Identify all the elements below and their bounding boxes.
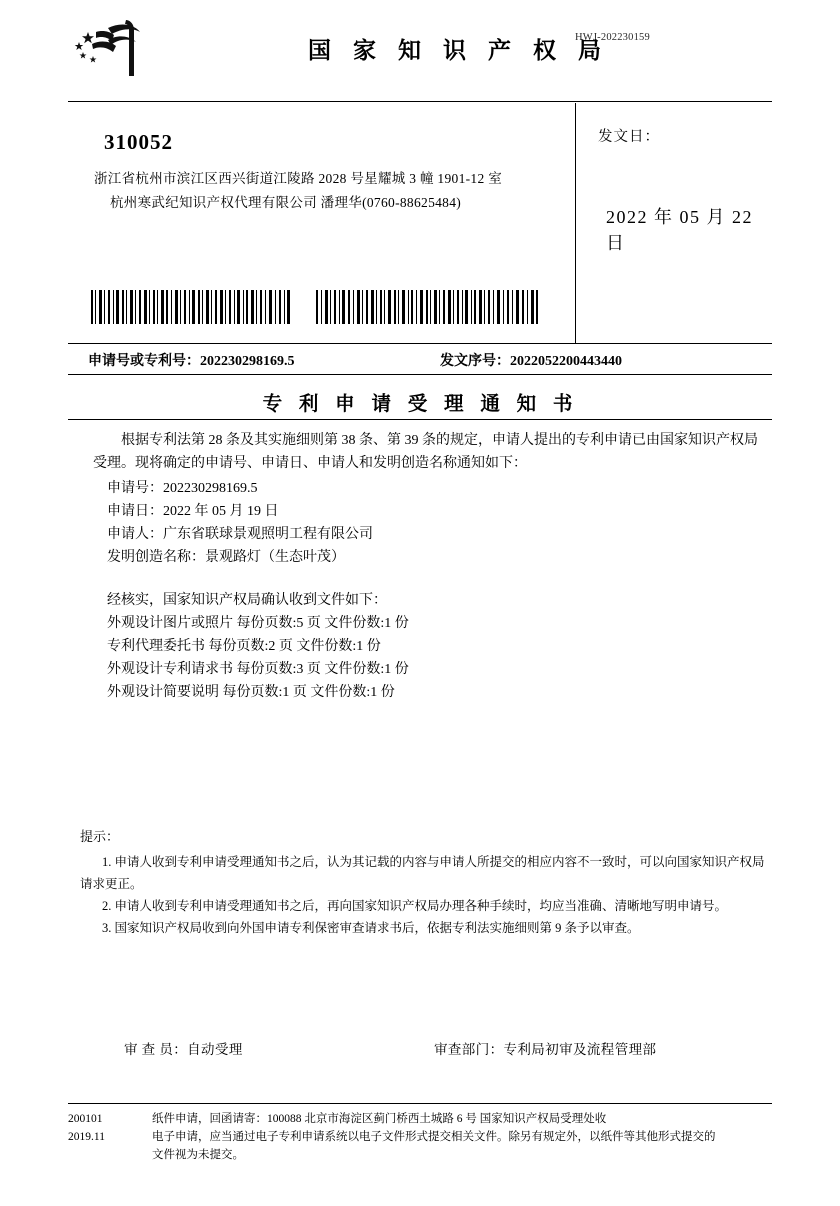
tip-item-3: 3. 国家知识产权局收到向外国申请专利保密审查请求书后，依据专利法实施细则第 9 条予以审查。 [102, 921, 640, 935]
footer-line-1: 纸件申请，回函请寄：100088 北京市海淀区蓟门桥西土城路 6 号 国家知识产权局受理处收 [152, 1113, 607, 1125]
examiner-value: 自动受理 [187, 1042, 243, 1057]
confirmation-intro: 经核实，国家知识产权局确认收到文件如下： [107, 593, 387, 608]
footer-code-2: 2019.11 [68, 1131, 105, 1143]
title-divider [68, 419, 772, 420]
organization-title: 国 家 知 识 产 权 局 [308, 37, 609, 64]
barcode-left [91, 290, 291, 324]
issue-date-label: 发文日： [598, 129, 660, 145]
examiner-label: 审 查 员： [124, 1042, 188, 1057]
footer-line-2: 电子申请，应当通过电子专利申请系统以电子文件形式提交相关文件。除另有规定外，以纸件等其他形式提交的 [152, 1131, 716, 1143]
footer-form-codes [68, 1110, 105, 1146]
tip-item-1-continued: 请求更正。 [80, 877, 143, 891]
footer-line-3: 文件视为未提交。 [152, 1149, 244, 1161]
header-divider [68, 101, 772, 102]
document-reference-code: HWJ-202230159 [575, 32, 650, 43]
field-application-date: 申请日：2022 年 05 月 19 日 [107, 504, 279, 519]
examiner-field [124, 1038, 243, 1058]
field-applicant: 申请人：广东省联球景观照明工程有限公司 [107, 527, 373, 542]
postcode: 310052 [104, 130, 173, 154]
document-page [0, 18, 840, 1206]
address-line-1: 浙江省杭州市滨江区西兴街道江陵路 2028 号星耀城 3 幢 1901-12 室 [94, 171, 502, 186]
page-title: 专 利 申 请 受 理 通 知 书 [262, 392, 578, 415]
serial-number [440, 350, 622, 370]
vertical-divider [575, 103, 576, 343]
issue-date-value: 2022 年 05 月 22 日 [606, 207, 753, 253]
field-invention-name: 发明创造名称：景观路灯（生态叶茂） [107, 550, 345, 565]
field-application-number: 申请号：202230298169.5 [107, 481, 258, 496]
received-document-2: 专利代理委托书 每份页数:2 页 文件份数:1 份 [107, 639, 381, 654]
tip-item-1: 1. 申请人收到专利申请受理通知书之后，认为其记载的内容与申请人所提交的相应内容不一致时，可以向国家知识产权局 [102, 855, 765, 869]
national-emblem-icon [68, 18, 154, 80]
department-value: 专利局初审及流程管理部 [503, 1042, 657, 1057]
address-line-2: 杭州寒武纪知识产权代理有限公司 潘理华(0760-88625484) [110, 195, 462, 210]
tips-section [80, 826, 770, 939]
received-document-4: 外观设计简要说明 每份页数:1 页 文件份数:1 份 [107, 685, 395, 700]
application-number [88, 350, 295, 370]
footer-divider [68, 1103, 772, 1104]
received-document-3: 外观设计专利请求书 每份页数:3 页 文件份数:1 份 [107, 662, 409, 677]
application-number-row [68, 343, 772, 374]
body-spacer [93, 569, 765, 589]
address-date-block [68, 103, 772, 343]
tip-item-2: 2. 申请人收到专利申请受理通知书之后，再向国家知识产权局办理各种手续时，均应当准确、清晰地写明申请号。 [102, 899, 728, 913]
serial-number-value: 2022052200443440 [510, 354, 622, 369]
received-document-1: 外观设计图片或照片 每份页数:5 页 文件份数:1 份 [107, 616, 409, 631]
department-label: 审查部门： [434, 1042, 504, 1057]
serial-number-label: 发文序号： [440, 354, 510, 369]
tips-heading: 提示： [80, 829, 120, 844]
footer-code-1: 200101 [68, 1113, 103, 1125]
application-number-value: 202230298169.5 [200, 354, 295, 369]
barcode-right [316, 290, 538, 324]
department-field [434, 1038, 656, 1058]
footer-text [152, 1110, 772, 1164]
application-row-divider [68, 374, 772, 375]
application-number-label: 申请号或专利号： [88, 354, 200, 369]
document-body [93, 429, 765, 704]
document-header [68, 18, 772, 84]
body-paragraph-1: 根据专利法第 28 条及其实施细则第 38 条、第 39 条的规定，申请人提出的专利申请已由国家知识产权局受理。现将确定的申请号、申请日、申请人和发明创造名称通知如下： [93, 433, 758, 471]
